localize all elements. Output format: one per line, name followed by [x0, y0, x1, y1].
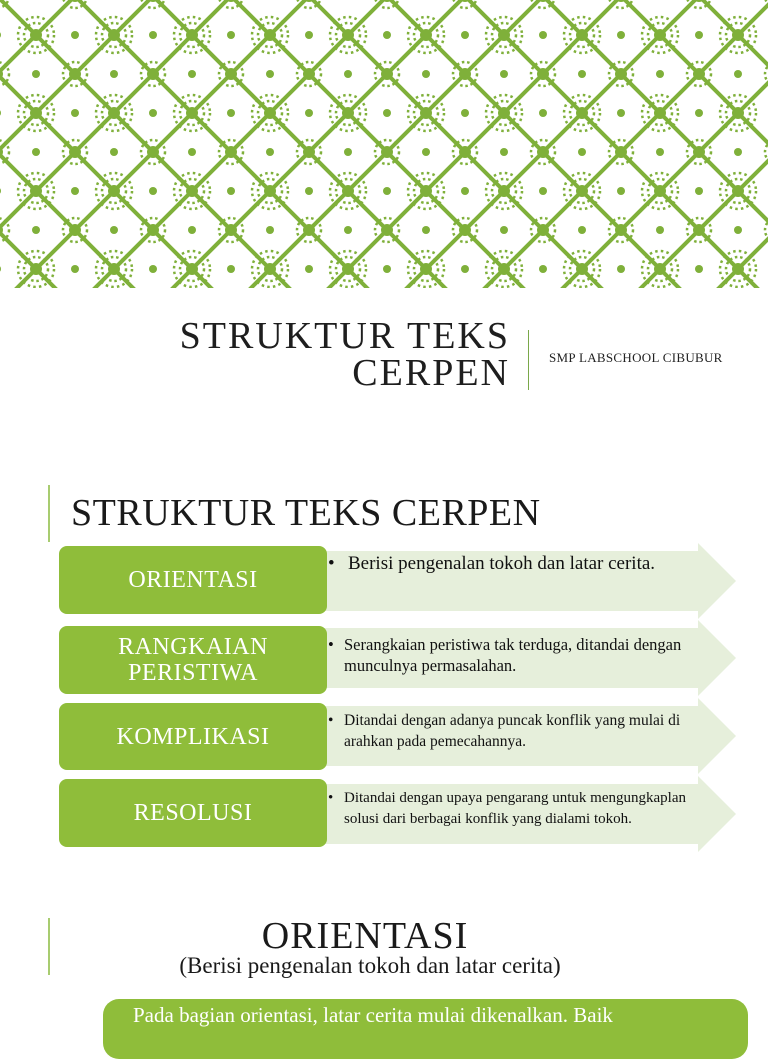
bullet: •: [328, 635, 334, 654]
structure-row-resolusi: [0, 776, 768, 852]
school-name: SMP LABSCHOOL CIBUBUR: [549, 350, 723, 365]
structure-label: RANGKAIAN PERISTIWA: [59, 626, 327, 694]
structure-description: [328, 634, 708, 676]
description-text: Ditandai dengan adanya puncak konflik yang mulai di arahkan pada pemecahannya.: [344, 712, 681, 750]
structure-description: [328, 710, 708, 752]
title-line-1: STRUKTUR TEKS: [179, 315, 510, 357]
structure-label: RESOLUSI: [59, 779, 327, 847]
description-text: Ditandai dengan upaya pengarang untuk mengungkaplan solusi dari berbagai konflik yang dialami tokoh.: [344, 790, 686, 827]
orientasi-subheading: (Berisi pengenalan tokoh dan latar cerita): [179, 953, 561, 978]
structure-row-rangkaian-peristiwa: [0, 620, 768, 696]
structure-label: ORIENTASI: [59, 546, 327, 614]
structure-heading: STRUKTUR TEKS CERPEN: [71, 492, 541, 534]
description-text: Serangkaian peristiwa tak terduga, ditandai dengan munculnya permasalahan.: [344, 635, 682, 675]
bullet: •: [328, 553, 335, 574]
structure-description: [328, 553, 658, 575]
orientasi-heading: ORIENTASI: [261, 915, 469, 957]
structure-label: KOMPLIKASI: [59, 703, 327, 770]
bullet: •: [328, 790, 334, 806]
title-slide-heading: [100, 315, 510, 394]
structure-description: [328, 788, 688, 829]
slide-accent-bar: [48, 485, 50, 542]
decorative-pattern-banner: [0, 0, 768, 288]
structure-row-komplikasi: [0, 698, 768, 774]
title-divider: [528, 330, 529, 390]
bullet: •: [328, 712, 334, 729]
structure-row-orientasi: [0, 543, 768, 619]
title-line-2: CERPEN: [352, 352, 510, 394]
description-text: Berisi pengenalan tokoh dan latar cerita.: [348, 553, 656, 574]
orientasi-body-text: Pada bagian orientasi, latar cerita mulai dikenalkan. Baik: [133, 1003, 613, 1027]
